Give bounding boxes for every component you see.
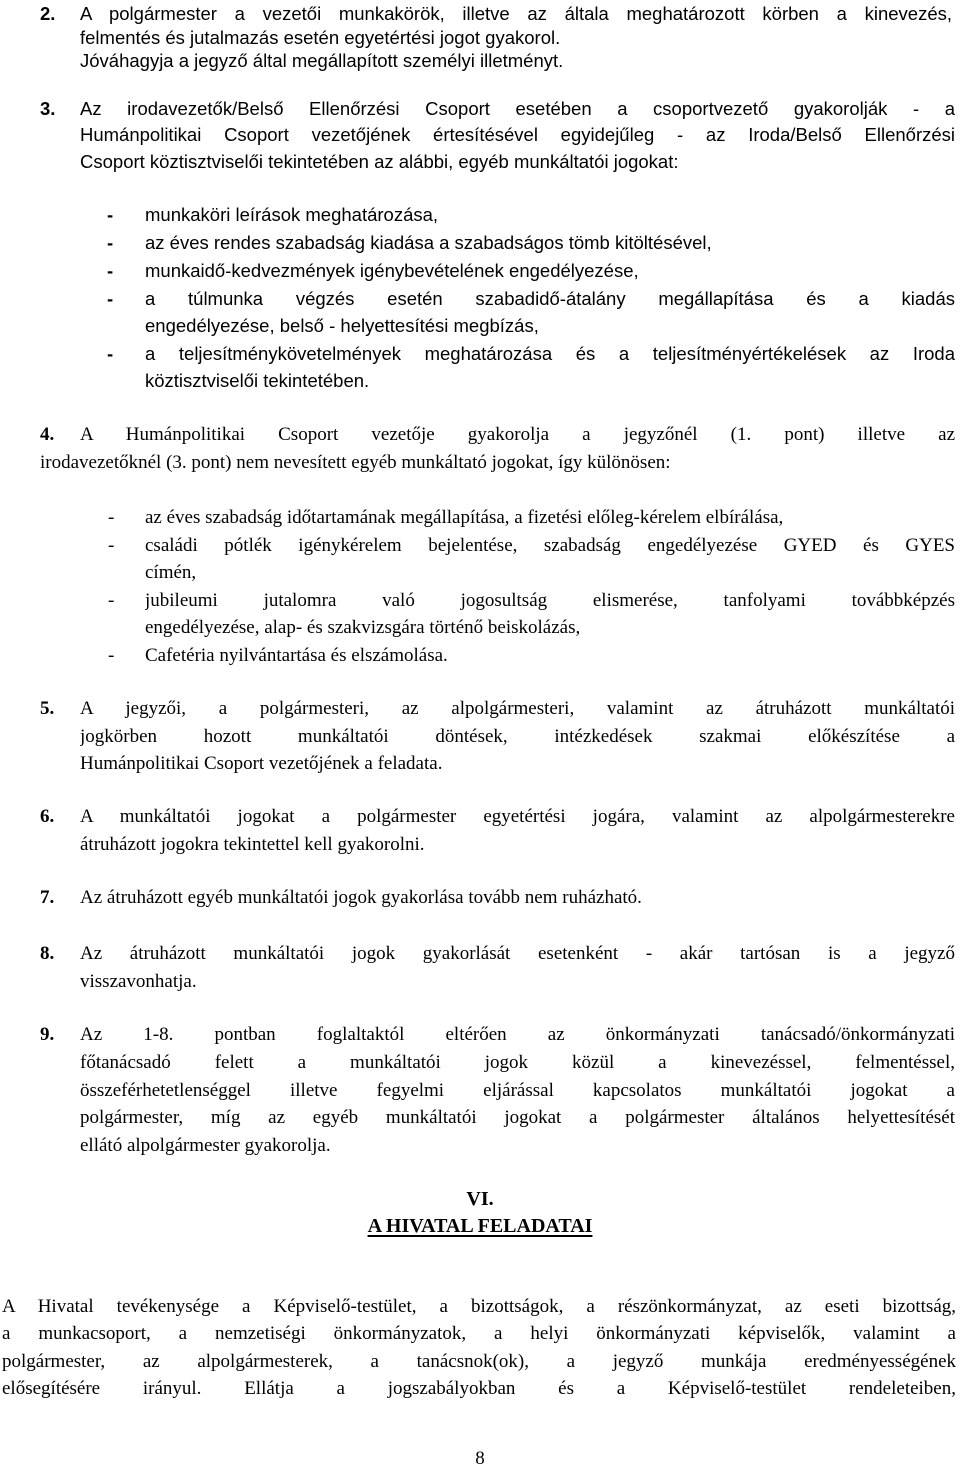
- paragraph-line: polgármester, az alpolgármesterek, a tanácsnok(ok), a jegyző munkája eredményességének: [2, 1351, 956, 1372]
- item-7-line: Az átruházott egyéb munkáltatói jogok gyakorlása tovább nem ruházható.: [80, 887, 642, 908]
- bullet-text: a teljesítménykövetelmények meghatározása és a teljesítményértékelések az Iroda: [145, 343, 955, 364]
- item-3-line: Az irodavezetők/Belső Ellenőrzési Csoport esetében a csoportvezető gyakorolják - a: [80, 98, 955, 119]
- bullet-text: munkaidő-kedvezmények igénybevételének engedélyezése,: [145, 260, 639, 281]
- item-number: 9.: [40, 1024, 55, 1045]
- item-5-line: Humánpolitikai Csoport vezetőjének a feladata.: [80, 753, 443, 774]
- item-number: 4.: [40, 424, 55, 445]
- item-4-line: irodavezetőknél (3. pont) nem nevesített egyéb munkáltató jogokat, így különösen:: [40, 452, 671, 473]
- item-3-line: Csoport köztisztviselői tekintetében az alábbi, egyéb munkáltatói jogokat:: [80, 151, 679, 172]
- item-9-line: Az 1-8. pontban foglaltaktól eltérően az önkormányzati tanácsadó/önkormányzati: [80, 1024, 955, 1045]
- bullet-dash: -: [107, 204, 114, 225]
- bullet-dash: -: [107, 232, 114, 253]
- paragraph-line: A Hivatal tevékenysége a Képviselő-testület, a bizottságok, a részönkormányzat, az eseti bizottság,: [2, 1296, 956, 1317]
- item-number: 5.: [40, 698, 55, 719]
- bullet-text: a túlmunka végzés esetén szabadidő-átalány megállapítása és a kiadás: [145, 288, 955, 309]
- item-2-line: A polgármester a vezetői munkakörök, illetve az általa meghatározott körben a kinevezés,: [80, 3, 952, 24]
- item-number: 8.: [40, 943, 55, 964]
- bullet-dash: -: [107, 260, 114, 281]
- item-5-line: A jegyzői, a polgármesteri, az alpolgármesteri, valamint az átruházott munkáltatói: [80, 698, 955, 719]
- section-numeral: VI.: [466, 1188, 494, 1210]
- item-9-line: ellátó alpolgármester gyakorolja.: [80, 1135, 331, 1156]
- item-number: 7.: [40, 887, 55, 908]
- item-5-line: jogkörben hozott munkáltatói döntések, intézkedések szakmai előkészítése a: [80, 726, 955, 747]
- bullet-dash: -: [108, 590, 115, 611]
- item-number: 2.: [40, 3, 56, 24]
- bullet-text: köztisztviselői tekintetében.: [145, 370, 370, 391]
- bullet-dash: -: [107, 343, 114, 364]
- item-6-line: átruházott jogokra tekintettel kell gyakorolni.: [80, 834, 425, 855]
- item-2-line: felmentés és jutalmazás esetén egyetértési jogot gyakorol.: [80, 27, 561, 48]
- bullet-dash: -: [108, 507, 115, 528]
- bullet-text: engedélyezése, alap- és szakvizsgára történő beiskolázás,: [145, 617, 581, 638]
- item-9-line: polgármester, míg az egyéb munkáltatói jogokat a polgármester általános helyettesítését: [80, 1107, 955, 1128]
- section-title-text: A HIVATAL FELADATAI: [367, 1215, 593, 1237]
- paragraph-line: a munkacsoport, a nemzetiségi önkormányzatok, a helyi önkormányzati képviselők, valamint a: [2, 1323, 956, 1344]
- bullet-text: Cafetéria nyilvántartása és elszámolása.: [145, 645, 448, 666]
- item-3-line: Humánpolitikai Csoport vezetőjének értesítésével egyidejűleg - az Iroda/Belső Ellenőrzési: [80, 124, 955, 145]
- bullet-text: munkaköri leírások meghatározása,: [145, 204, 439, 225]
- bullet-text: családi pótlék igénykérelem bejelentése, szabadság engedélyezése GYED és GYES: [145, 535, 955, 556]
- page-number: 8: [475, 1448, 485, 1469]
- bullet-dash: -: [107, 288, 114, 309]
- item-2-line: Jóváhagyja a jegyző által megállapított személyi illetményt.: [80, 50, 564, 71]
- bullet-text: az éves szabadság időtartamának megállapítása, a fizetési előleg-kérelem elbírálása,: [145, 507, 784, 528]
- item-number: 6.: [40, 806, 55, 827]
- paragraph-line: elősegítésére irányul. Ellátja a jogszabályokban és a Képviselő-testület rendeleteiben,: [2, 1378, 956, 1399]
- item-number: 3.: [40, 98, 56, 119]
- bullet-dash: -: [108, 535, 115, 556]
- bullet-text: az éves rendes szabadság kiadása a szabadságos tömb kitöltésével,: [145, 232, 712, 253]
- bullet-text: címén,: [145, 562, 197, 583]
- section-title: [0, 1215, 960, 1238]
- item-8-line: visszavonhatja.: [80, 971, 197, 992]
- item-4-line: A Humánpolitikai Csoport vezetője gyakorolja a jegyzőnél (1. pont) illetve az: [80, 424, 955, 445]
- bullet-text: jubileumi jutalomra való jogosultság elismerése, tanfolyami továbbképzés: [145, 590, 955, 611]
- bullet-dash: -: [108, 645, 115, 666]
- bullet-text: engedélyezése, belső - helyettesítési megbízás,: [145, 315, 539, 336]
- item-9-line: főtanácsadó felett a munkáltatói jogok közül a kinevezéssel, felmentéssel,: [80, 1052, 955, 1073]
- item-8-line: Az átruházott munkáltatói jogok gyakorlását esetenként - akár tartósan is a jegyző: [80, 943, 955, 964]
- item-6-line: A munkáltatói jogokat a polgármester egyetértési jogára, valamint az alpolgármesterekre: [80, 806, 955, 827]
- item-9-line: összeférhetetlenséggel illetve fegyelmi eljárással kapcsolatos munkáltatói jogokat a: [80, 1080, 955, 1101]
